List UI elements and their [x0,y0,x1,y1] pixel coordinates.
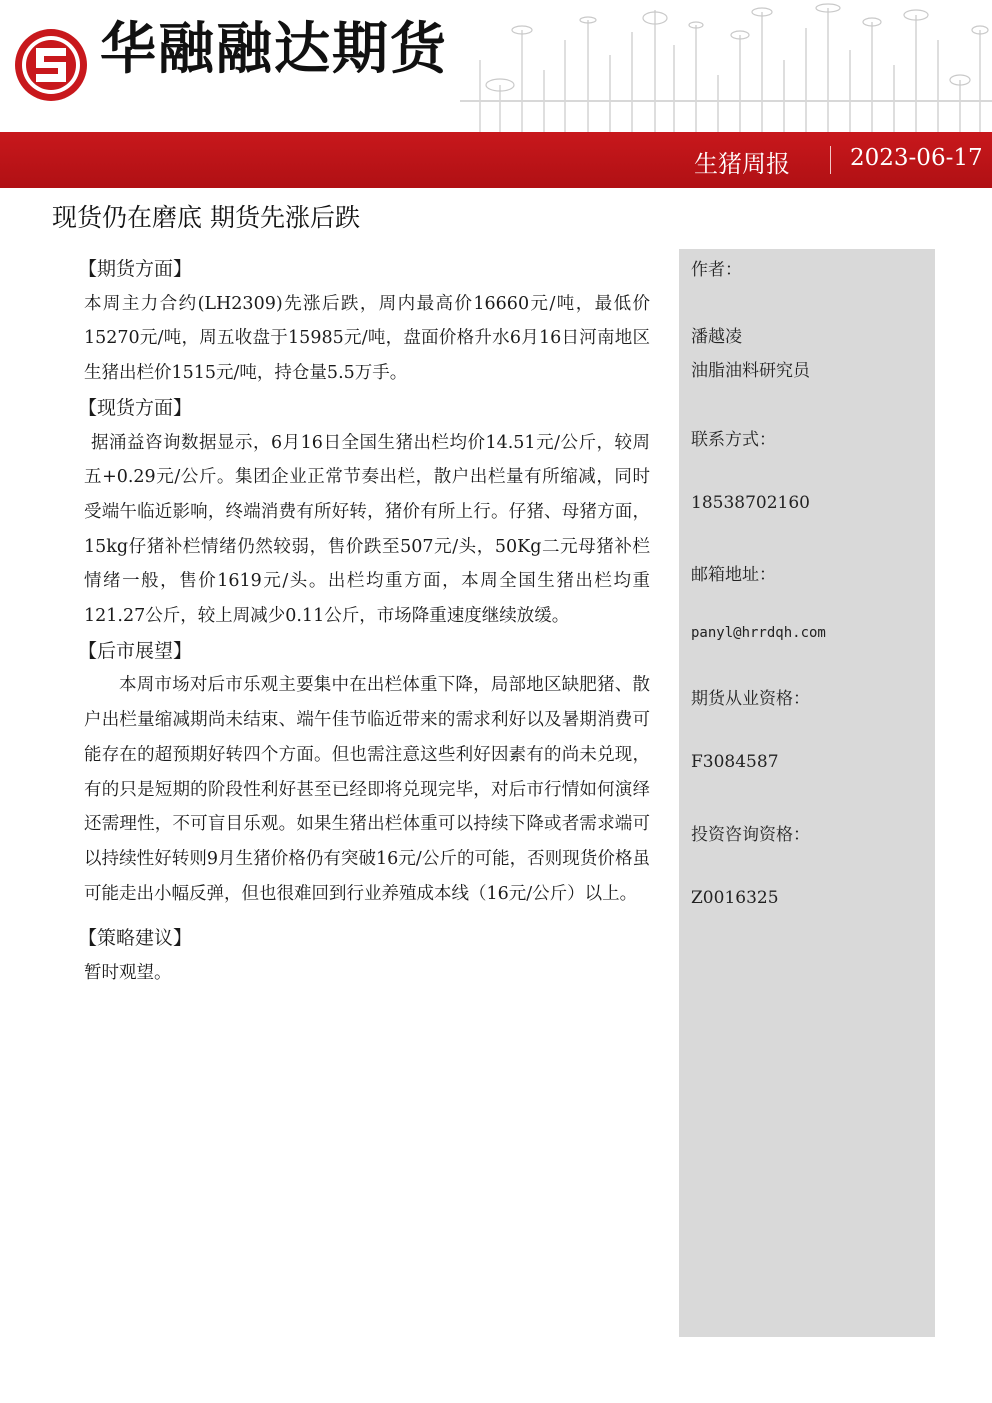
report-type: 生猪周报 [694,150,790,178]
report-date: 2023-06-17 [850,145,983,171]
contact-label: 联系方式： [691,430,776,450]
report-banner [0,132,992,188]
author-role: 油脂油料研究员 [691,361,810,381]
advisory-qualification-label: 投资咨询资格： [691,825,810,845]
report-header [0,0,992,188]
brand-name: 华融融达期货 [100,17,448,82]
company-logo-icon [12,26,90,104]
section-heading: 【后市展望】 [78,639,193,662]
section-text: 据涌益咨询数据显示，6月16日全国生猪出栏均价14.51元/公斤，较周五+0.29元/公斤。集团企业正常节奏出栏，散户出栏量有所缩减，同时受端午临近影响，终端消费有所好转，猪价有所上行。仔猪、母猪方面，15kg仔猪补栏情绪仍然较弱，售价跌至507元/头，50Kg二元母猪补栏情绪一般，售价1619元/头。出栏均重方面，本周全国生猪出栏均重121.27公斤，较上周减少0.11公斤，市场降重速度继续放缓。 [84,432,650,627]
section-spot [78,391,650,634]
contact-phone: 18538702160 [691,493,810,513]
email-label: 邮箱地址： [691,565,776,585]
spacer [84,911,650,921]
futures-qualification-number: F3084587 [691,752,779,772]
decorative-lines-graphic [460,0,992,132]
futures-qualification-label: 期货从业资格： [691,689,810,709]
author-label: 作者： [691,260,742,280]
advisory-qualification-number: Z0016325 [691,888,779,908]
author-sidebar [679,249,935,1337]
section-heading: 【现货方面】 [78,396,193,419]
section-futures [78,252,650,391]
email-address[interactable]: panyl@hrrdqh.com [691,625,826,641]
section-text: 本周主力合约(LH2309)先涨后跌，周内最高价16660元/吨，最低价15270元/吨，周五收盘于15985元/吨，盘面价格升水6月16日河南地区生猪出栏价1515元/吨，持仓量5.5万手。 [84,293,650,384]
section-strategy [78,921,650,990]
report-title: 现货仍在磨底 期货先涨后跌 [52,203,360,232]
report-body [78,252,650,991]
section-heading: 【策略建议】 [78,927,193,950]
section-outlook [78,634,650,912]
section-heading: 【期货方面】 [78,258,193,280]
author-name: 潘越凌 [691,327,742,347]
section-text: 本周市场对后市乐观主要集中在出栏体重下降，局部地区缺肥猪、散户出栏量缩减期尚未结束、端午佳节临近带来的需求利好以及暑期消费可能存在的超预期好转四个方面。但也需注意这些利好因素有的尚未兑现，有的只是短期的阶段性利好甚至已经即将兑现完毕，对后市行情如何演绎还需理性，不可盲目乐观。如果生猪出栏体重可以持续下降或者需求端可以持续性好转则9月生猪价格仍有突破16元/公斤的可能，否则现货价格虽可能走出小幅反弹，但也很难回到行业养殖成本线（16元/公斤）以上。 [84,675,650,904]
section-text: 暂时观望。 [84,963,172,984]
banner-divider [830,146,831,174]
